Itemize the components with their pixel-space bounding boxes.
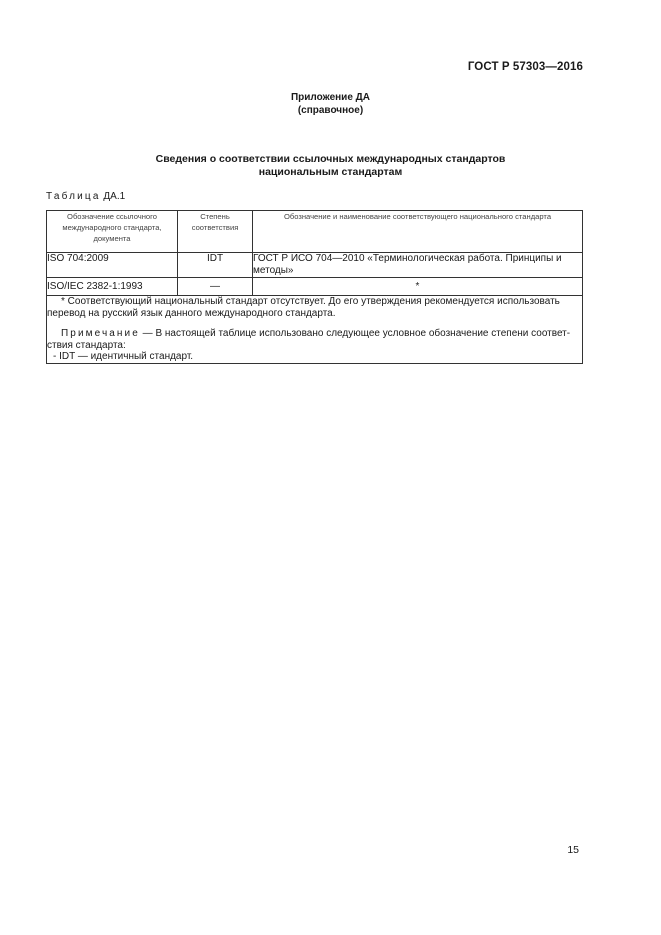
correspondence-table [46,210,583,364]
appendix-subtitle: (справочное) [297,105,364,116]
table-row [47,253,583,278]
cell-designation: ISO/IEC 2382-1:1993 [47,278,178,296]
note-label: Примечание [61,328,140,339]
cell-national: * [253,278,583,296]
footnote-text: * Соответствующий национальный стандарт отсутствует. До его утверждения рекомендуется использовать перевод на русский язык данного международного стандарта. [47,296,560,319]
column-header-international: Обозначение ссылочного международного стандарта, документа [47,211,178,253]
section-title [0,153,661,179]
note-paragraph [47,328,582,351]
section-title-line-2: национальным стандартам [258,166,403,178]
table-notes-row [47,296,583,364]
table-caption-number: ДА.1 [103,191,126,202]
note-item: - IDT — идентичный стандарт. [53,351,194,362]
table-notes [47,296,583,364]
document-code: ГОСТ Р 57303—2016 [467,61,583,73]
appendix-heading [0,91,661,117]
note-text: — В настоящей таблице использовано следующее условное обозначение степени соответ-ствия стандарта: [47,328,571,351]
table-header-row [47,211,583,253]
table-caption [46,191,125,202]
cell-designation: ISO 704:2009 [47,253,178,278]
table-row [47,278,583,296]
cell-degree: — [178,278,253,296]
appendix-title: Приложение ДА [290,92,371,103]
cell-degree: IDT [178,253,253,278]
column-header-national: Обозначение и наименование соответствующего национального стандарта [253,211,583,253]
page-number: 15 [567,844,579,856]
cell-national: ГОСТ Р ИСО 704—2010 «Терминологическая работа. Принципы и методы» [253,253,583,278]
column-header-degree: Степень соответствия [178,211,253,253]
table-caption-word: Таблица [46,191,101,202]
section-title-line-1: Сведения о соответствии ссылочных международных стандартов [155,153,506,165]
